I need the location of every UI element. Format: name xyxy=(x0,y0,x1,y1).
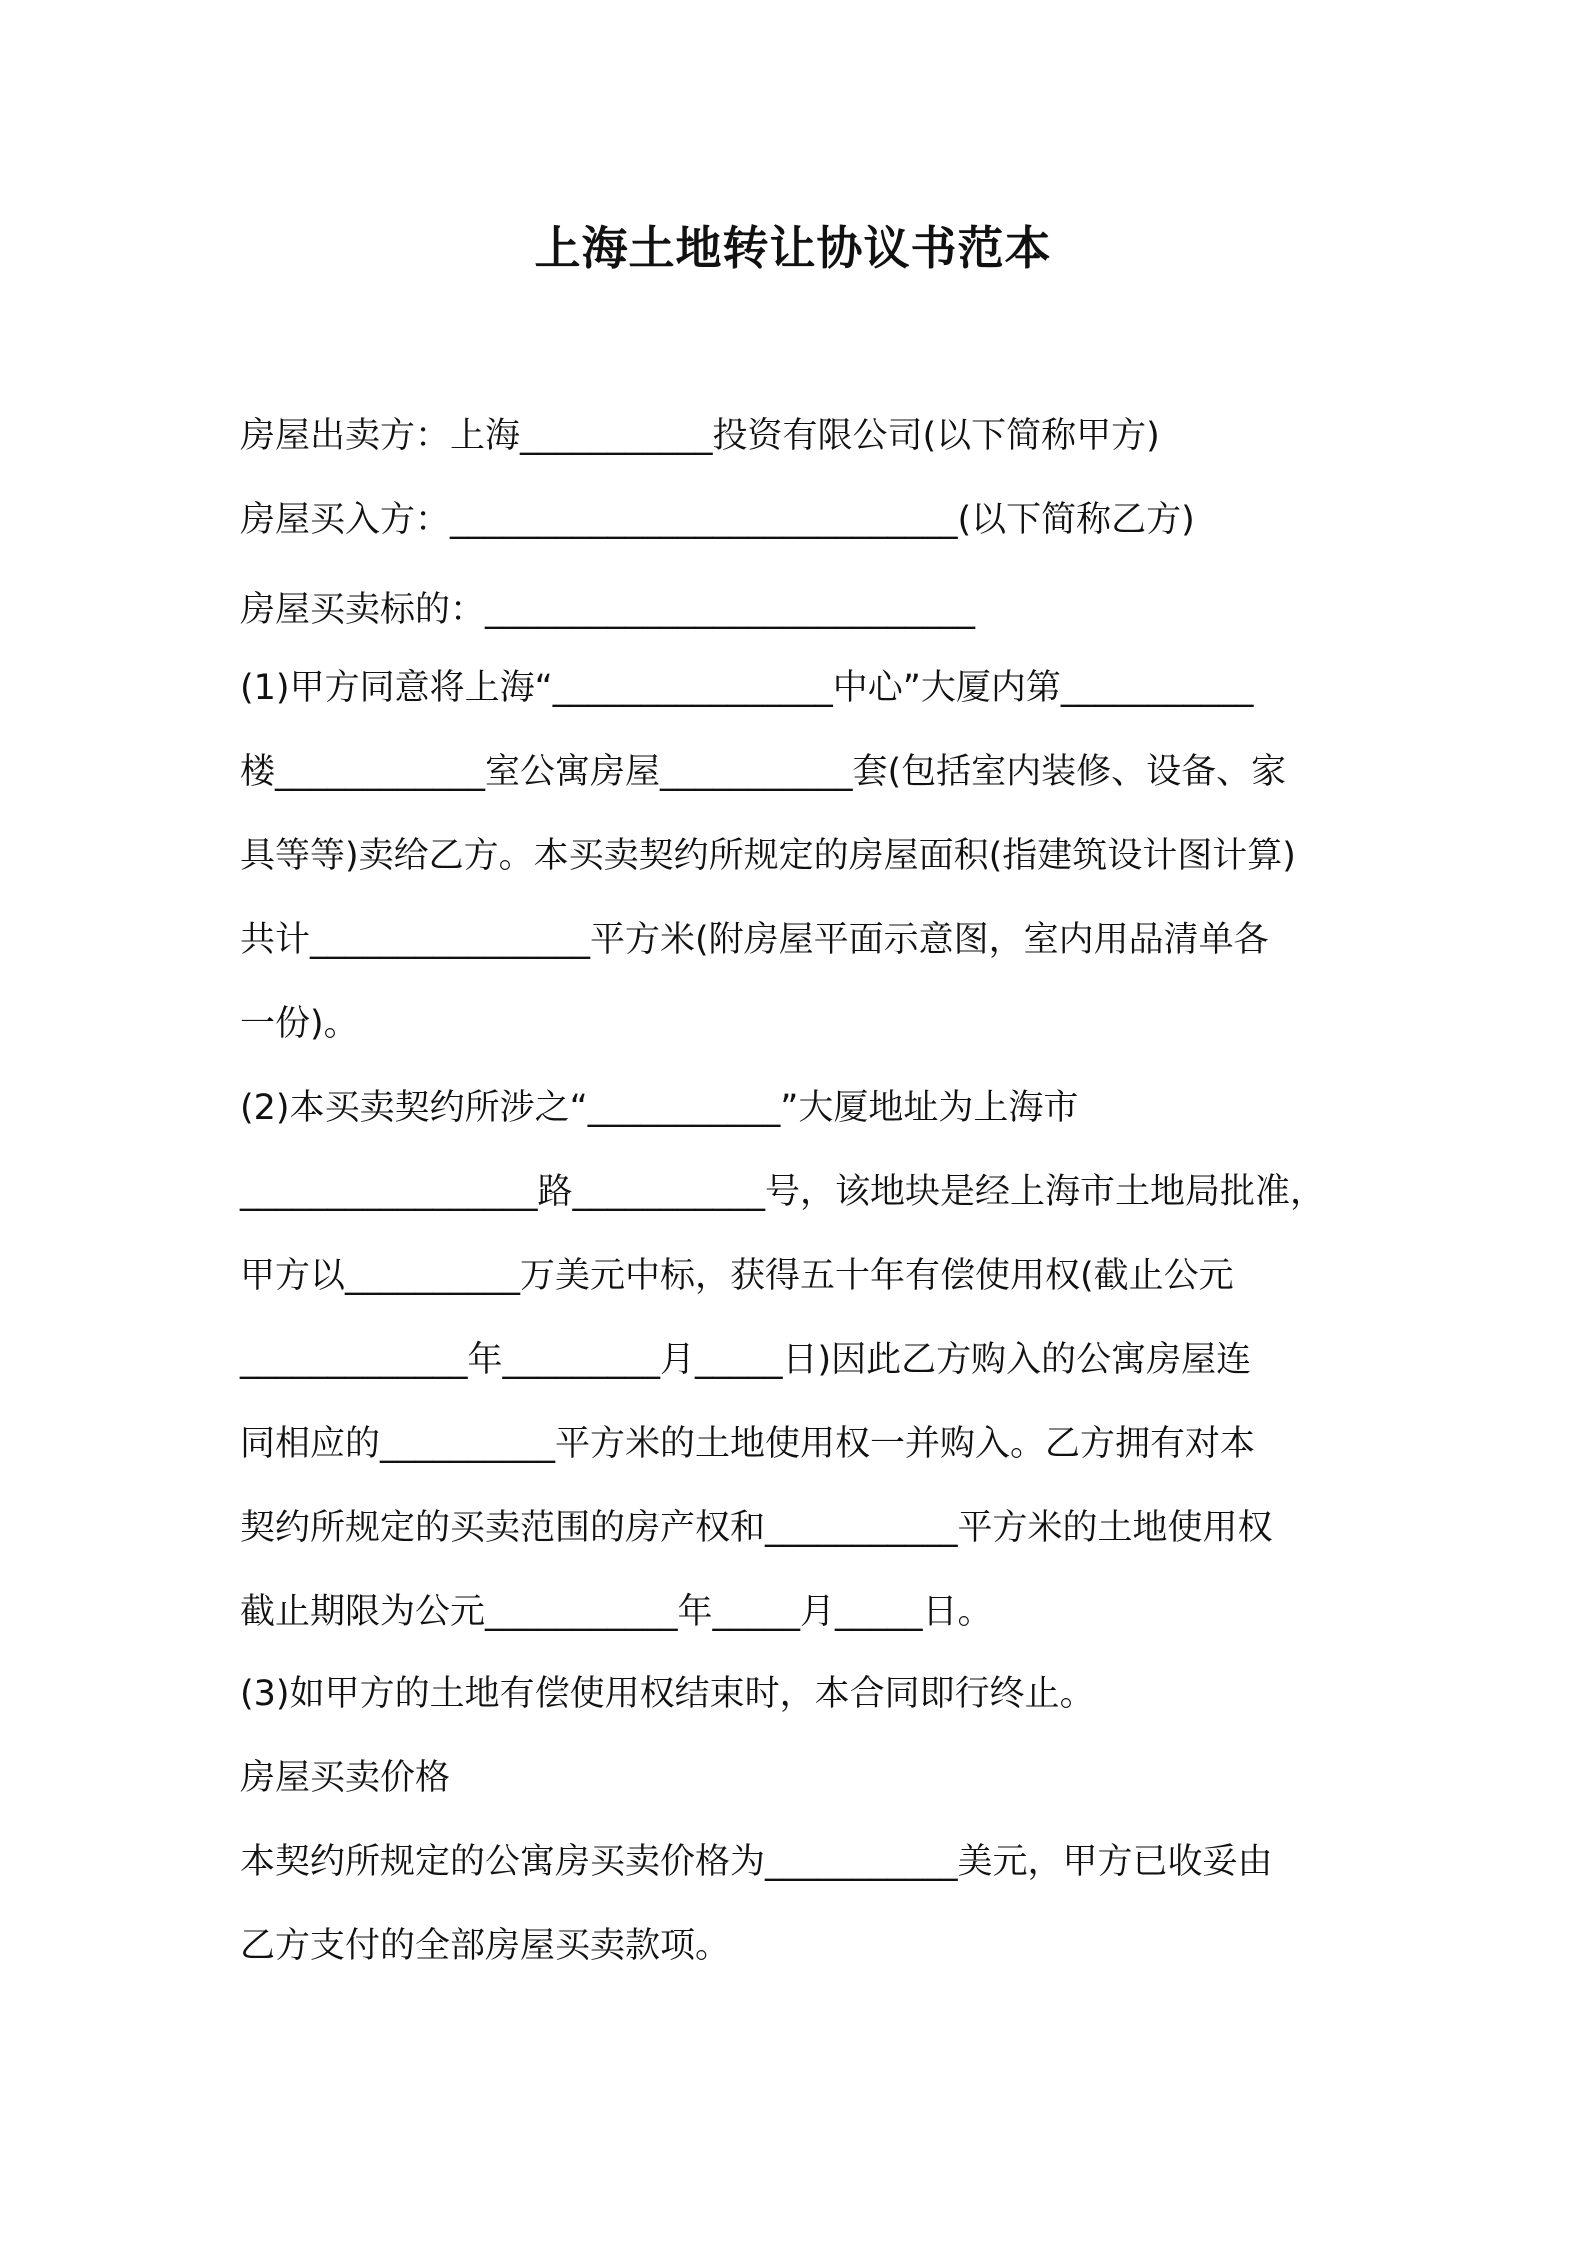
clause-2-line-4: _____________年_________月_____日)因此乙方购入的公寓房屋连 xyxy=(240,1340,1252,1380)
clause-3-line: (3)如甲方的土地有偿使用权结束时，本合同即行终止。 xyxy=(240,1674,1095,1714)
subject-line: 房屋买卖标的：____________________________ xyxy=(240,590,976,630)
clause-2-line-6: 契约所规定的买卖范围的房产权和___________平方米的土地使用权 xyxy=(240,1508,1273,1548)
buyer-line: 房屋买入方：_____________________________(以下简称乙方) xyxy=(240,500,1195,540)
clause-2-line-3: 甲方以__________万美元中标，获得五十年有偿使用权(截止公元 xyxy=(240,1256,1234,1296)
clause-1-line-4: 共计________________平方米(附房屋平面示意图，室内用品清单各 xyxy=(240,920,1269,960)
clause-2-line-2: _________________路___________号，该地块是经上海市土地局批准， xyxy=(240,1172,1326,1212)
clause-2-line-1: (2)本买卖契约所涉之“___________”大厦地址为上海市 xyxy=(240,1088,1079,1128)
clause-2-line-5: 同相应的__________平方米的土地使用权一并购入。乙方拥有对本 xyxy=(240,1424,1256,1464)
price-line-2: 乙方支付的全部房屋买卖款项。 xyxy=(240,1926,731,1966)
price-line-1: 本契约所规定的公寓房买卖价格为___________美元，甲方已收妥由 xyxy=(240,1842,1273,1882)
clause-1-line-3: 具等等)卖给乙方。本买卖契约所规定的房屋面积(指建筑设计图计算) xyxy=(240,836,1296,876)
document-title: 上海土地转让协议书范本 xyxy=(534,221,1052,275)
clause-1-line-1: (1)甲方同意将上海“________________中心”大厦内第___________ xyxy=(240,668,1254,708)
clause-2-line-7: 截止期限为公元___________年_____月_____日。 xyxy=(240,1592,993,1632)
clause-1-line-5: 一份)。 xyxy=(240,1004,359,1044)
clause-1-line-2: 楼____________室公寓房屋___________套(包括室内装修、设备、家 xyxy=(240,752,1287,792)
price-heading: 房屋买卖价格 xyxy=(240,1758,451,1798)
seller-line: 房屋出卖方：上海___________投资有限公司(以下简称甲方) xyxy=(240,416,1160,456)
